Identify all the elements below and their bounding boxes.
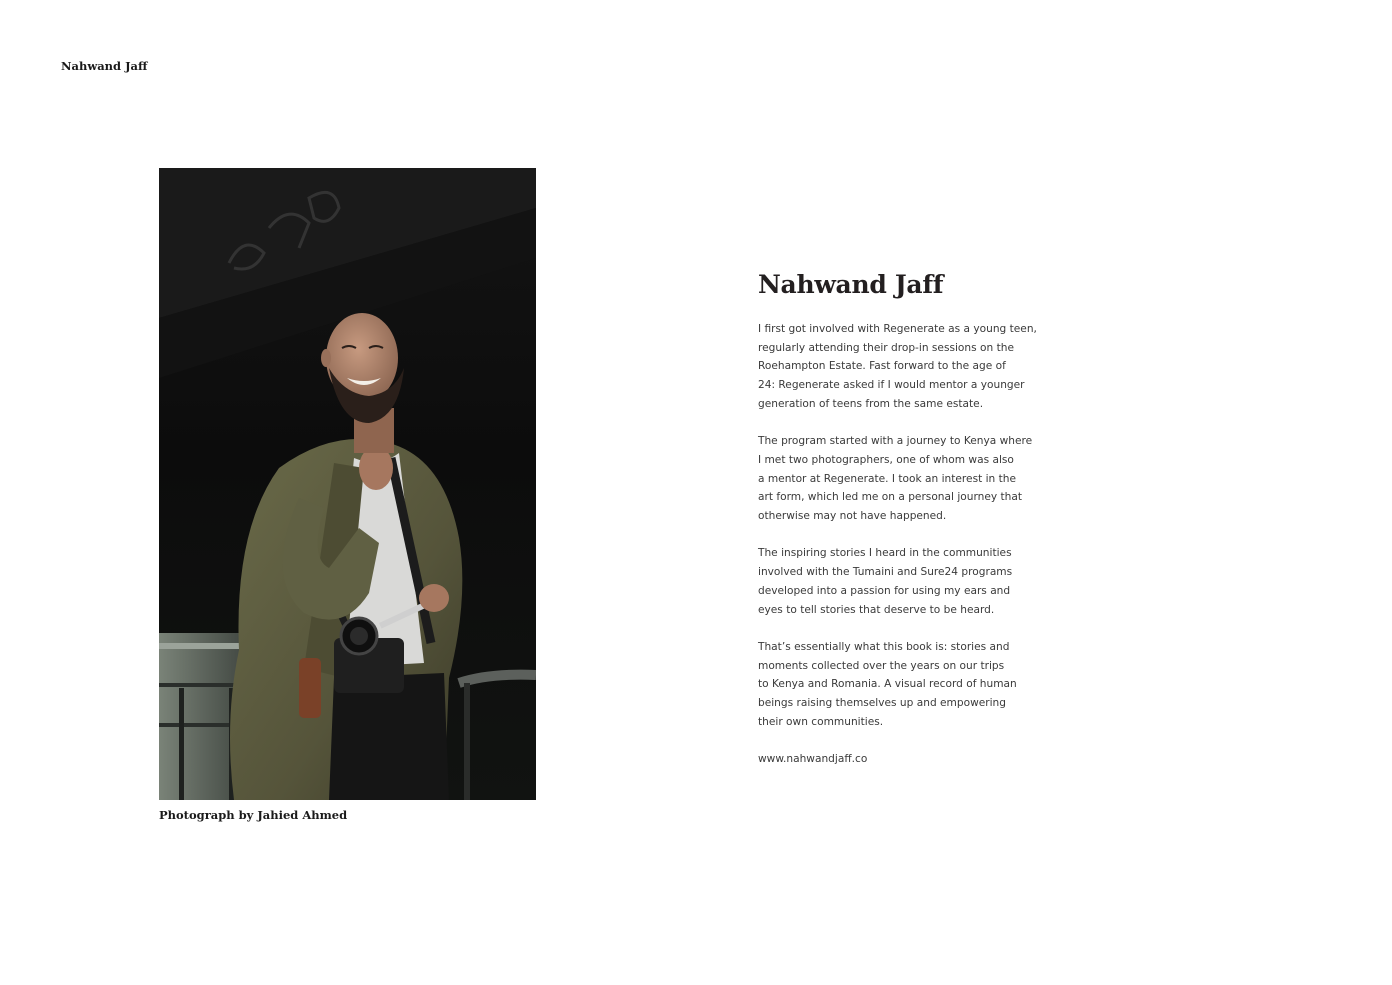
paragraph	[758, 638, 1048, 732]
paragraph-line: That’s essentially what this book is: stories and	[758, 640, 1010, 653]
paragraph-line: 24: Regenerate asked if I would mentor a younger	[758, 379, 1025, 392]
article-body	[758, 320, 1048, 769]
paragraph-line: I first got involved with Regenerate as a young teen,	[758, 323, 1037, 335]
paragraph	[758, 544, 1048, 619]
paragraph-line: moments collected over the years on our trips	[758, 659, 1005, 672]
paragraph-line: a mentor at Regenerate. I took an interest in the	[758, 472, 1017, 485]
running-header: Nahwand Jaff	[61, 59, 148, 73]
paragraph-line: generation of teens from the same estate.	[758, 397, 984, 410]
paragraph-line: regularly attending their drop-in sessions on the	[758, 341, 1014, 354]
paragraph-line: to Kenya and Romania. A visual record of human	[758, 678, 1017, 691]
article	[758, 268, 1048, 769]
portrait-photo	[159, 168, 536, 800]
paragraph-line: The inspiring stories I heard in the communities	[758, 547, 1012, 560]
paragraph-line: otherwise may not have happened.	[758, 510, 947, 523]
portrait-illustration	[159, 168, 536, 800]
paragraph	[758, 432, 1048, 526]
article-title: Nahwand Jaff	[758, 270, 944, 299]
paragraph-line: involved with the Tumaini and Sure24 programs	[758, 566, 1013, 579]
paragraph-line: Roehampton Estate. Fast forward to the age of	[758, 360, 1006, 373]
paragraph-line: The program started with a journey to Kenya where	[758, 435, 1033, 448]
paragraph-line: art form, which led me on a personal journey that	[758, 491, 1023, 504]
paragraph-line: I met two photographers, one of whom was also	[758, 453, 1014, 466]
paragraph-line: developed into a passion for using my ears and	[758, 584, 1011, 597]
paragraph-line: eyes to tell stories that deserve to be heard.	[758, 603, 995, 616]
paragraph-line: beings raising themselves up and empowering	[758, 697, 1006, 710]
website-link[interactable]: www.nahwandjaff.co	[758, 753, 868, 766]
photo-caption: Photograph by Jahied Ahmed	[159, 808, 348, 822]
paragraph-line: their own communities.	[758, 715, 884, 728]
paragraph	[758, 320, 1048, 414]
